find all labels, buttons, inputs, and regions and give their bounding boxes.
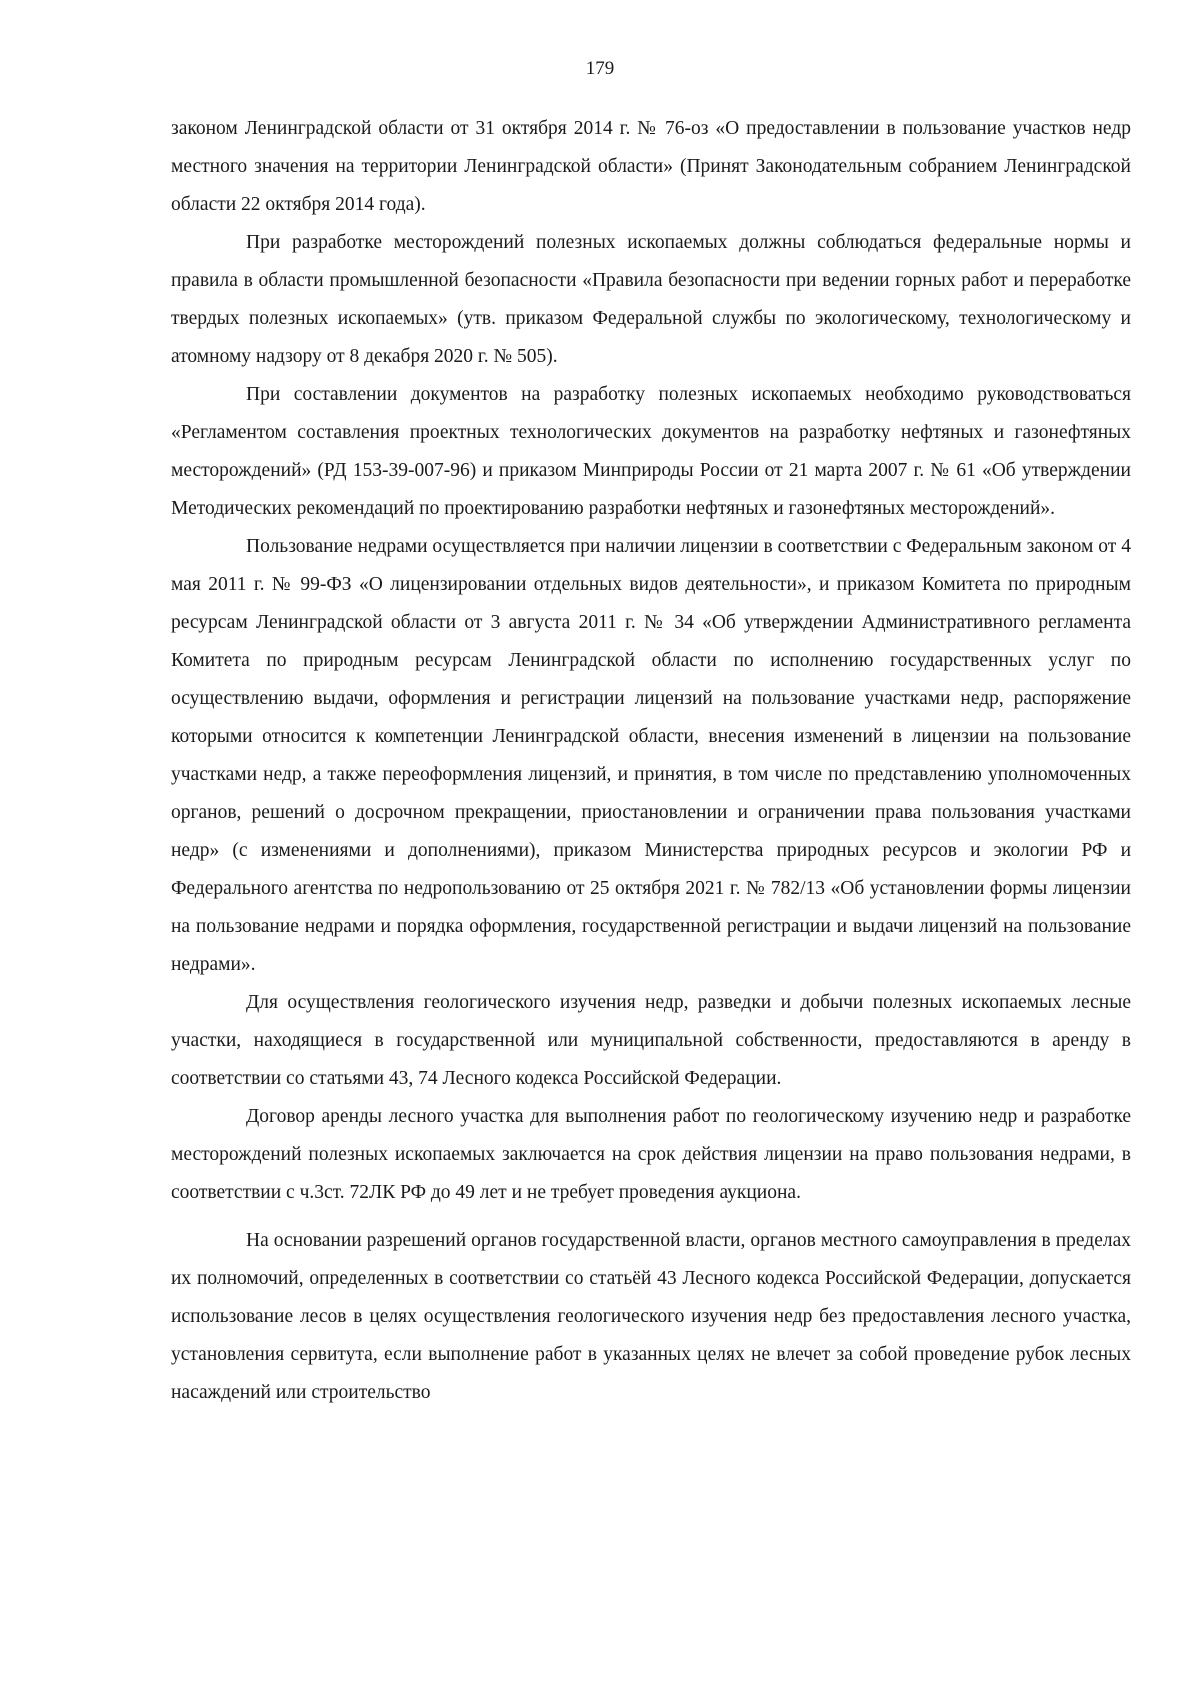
- page-number: 179: [585, 58, 615, 79]
- paragraph-industrial-safety: При разработке месторождений полезных ископаемых должны соблюдаться федеральные нормы и правила в области промышленной безопасности «Правила безопасности при ведении горных работ и переработке твердых полезных ископаемых» (утв. приказом Федеральной службы по экологическому, технологическому и атомному надзору от 8 декабря 2020 г. № 505).: [171, 232, 1131, 367]
- paragraph-forest-use-permits: На основании разрешений органов государственной власти, органов местного самоуправления в пределах их полномочий, определенных в соответствии со статьёй 43 Лесного кодекса Российской Федерации, допускается использование лесов в целях осуществления геологического изучения недр без предоставления лесного участка, установления сервитута, если выполнение работ в указанных целях не влечет за собой проведение рубок лесных насаждений или строительство: [171, 1230, 1131, 1403]
- paragraph-development-documents: При составлении документов на разработку полезных ископаемых необходимо руководствоваться «Регламентом составления проектных технологических документов на разработку нефтяных и газонефтяных месторождений» (РД 153-39-007-96) и приказом Минприроды России от 21 марта 2007 г. № 61 «Об утверждении Методических рекомендаций по проектированию разработки нефтяных и газонефтяных месторождений».: [171, 384, 1131, 519]
- paragraph-licensing: Пользование недрами осуществляется при наличии лицензии в соответствии с Федеральным законом от 4 мая 2011 г. № 99-ФЗ «О лицензировании отдельных видов деятельности», и приказом Комитета по природным ресурсам Ленинградской области от 3 августа 2011 г. № 34 «Об утверждении Административного регламента Комитета по природным ресурсам Ленинградской области по исполнению государственных услуг по осуществлению выдачи, оформления и регистрации лицензий на пользование участками недр, распоряжение которыми относится к компетенции Ленинградской области, внесения изменений в лицензии на пользование участками недр, а также переоформления лицензий, и принятия, в том числе по представлению уполномоченных органов, решений о досрочном прекращении, приостановлении и ограничении права пользования участками недр» (с изменениями и дополнениями), приказом Министерства природных ресурсов и экологии РФ и Федерального агентства по недропользованию от 25 октября 2021 г. № 782/13 «Об установлении формы лицензии на пользование недрами и порядка оформления, государственной регистрации и выдачи лицензий на пользование недрами».: [171, 536, 1131, 975]
- paragraph-lease-agreement: Договор аренды лесного участка для выполнения работ по геологическому изучению недр и разработке месторождений полезных ископаемых заключается на срок действия лицензии на право пользования недрами, в соответствии с ч.3ст. 72ЛК РФ до 49 лет и не требует проведения аукциона.: [171, 1106, 1131, 1203]
- paragraph-law-continuation: законом Ленинградской области от 31 октября 2014 г. № 76-оз «О предоставлении в пользование участков недр местного значения на территории Ленинградской области» (Принят Законодательным собранием Ленинградской области 22 октября 2014 года).: [171, 118, 1131, 215]
- document-body: [171, 110, 1131, 1412]
- paragraph-forest-lease: Для осуществления геологического изучения недр, разведки и добычи полезных ископаемых лесные участки, находящиеся в государственной или муниципальной собственности, предоставляются в аренду в соответствии со статьями 43, 74 Лесного кодекса Российской Федерации.: [171, 992, 1131, 1089]
